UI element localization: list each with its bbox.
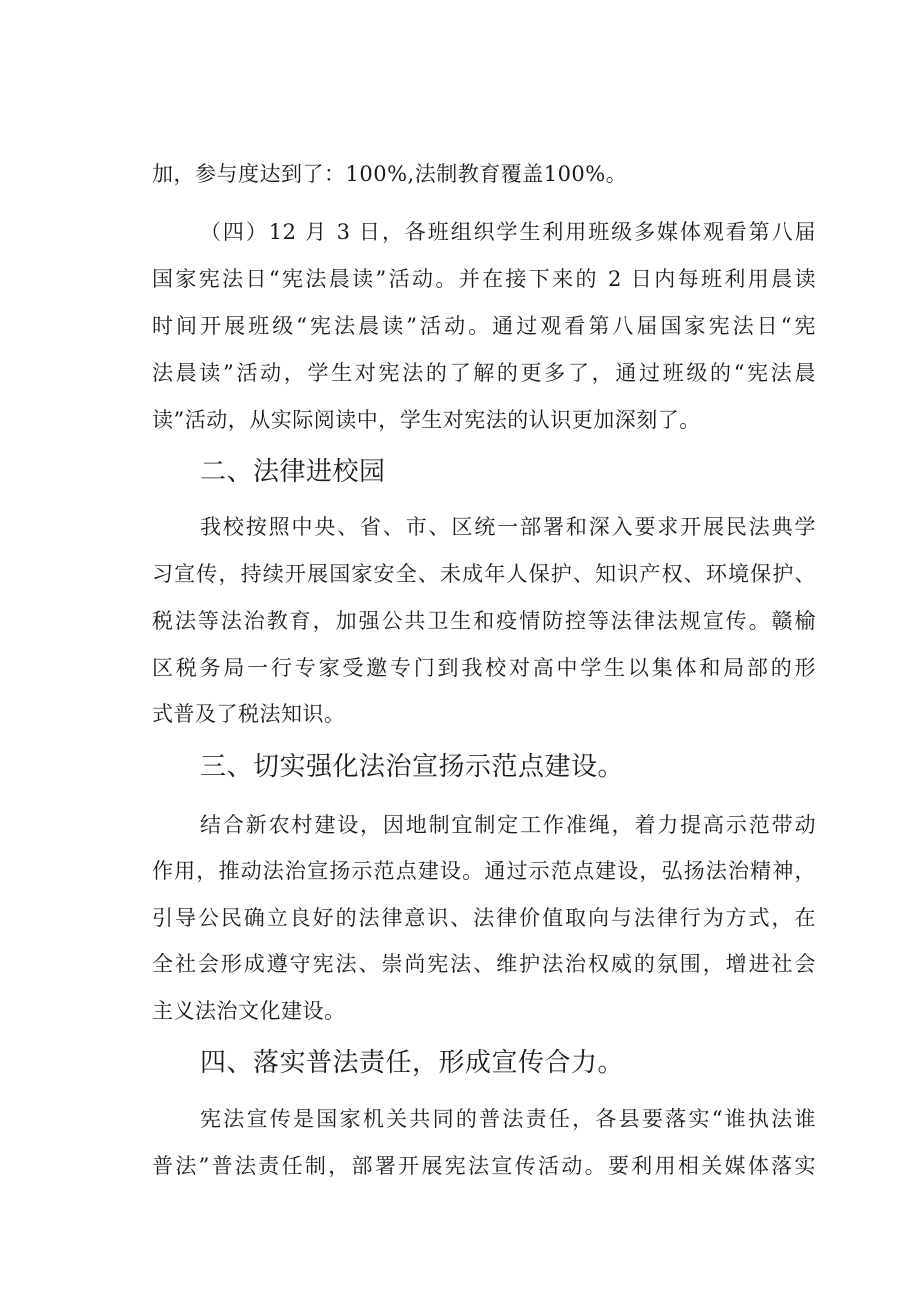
paragraph-line: 读”活动，从实际阅读中，学生对宪法的认识更加深刻了。: [152, 408, 701, 432]
paragraph-line: 国家宪法日“宪法晨读”活动。并在接下来的 2 日内每班利用晨读: [152, 267, 816, 291]
paragraph-line: 结合新农村建设，因地制宜制定工作准绳，着力提高示范带动: [200, 813, 816, 837]
section-heading: 二、法律进校园: [200, 457, 386, 487]
paragraph-line: 引导公民确立良好的法律意识、法律价值取向与法律行为方式，在: [152, 906, 816, 930]
section-heading: 三、切实强化法治宣扬示范点建设。: [200, 752, 625, 782]
paragraph-line: 区税务局一行专家受邀专门到我校对高中学生以集体和局部的形: [152, 656, 816, 680]
paragraph-line: 全社会形成遵守宪法、崇尚宪法、维护法治权威的氛围，增进社会: [152, 952, 816, 976]
section-heading: 四、落实普法责任，形成宣传合力。: [200, 1048, 625, 1078]
paragraph-line: 时间开展班级“宪法晨读”活动。通过观看第八届国家宪法日“宪: [152, 314, 816, 338]
paragraph-line: （四）12 月 3 日，各班组织学生利用班级多媒体观看第八届: [200, 220, 816, 244]
paragraph-line: 加，参与度达到了：100%,法制教育覆盖100%。: [152, 162, 628, 186]
paragraph-line: 宪法宣传是国家机关共同的普法责任，各县要落实“谁执法谁: [200, 1107, 816, 1131]
paragraph-line: 我校按照中央、省、市、区统一部署和深入要求开展民法典学: [200, 515, 816, 539]
paragraph-line: 主义法治文化建设。: [152, 999, 346, 1023]
paragraph-line: 法晨读”活动，学生对宪法的了解的更多了，通过班级的“宪法晨: [152, 361, 816, 385]
paragraph-line: 习宣传，持续开展国家安全、未成年人保护、知识产权、环境保护、: [152, 562, 816, 586]
paragraph-line: 税法等法治教育，加强公共卫生和疫情防控等法律法规宣传。赣榆: [152, 609, 816, 633]
paragraph-line: 普法”普法责任制，部署开展宪法宣传活动。要利用相关媒体落实: [152, 1154, 816, 1178]
paragraph-line: 作用，推动法治宣扬示范点建设。通过示范点建设，弘扬法治精神，: [152, 859, 816, 883]
paragraph-line: 式普及了税法知识。: [152, 702, 346, 726]
